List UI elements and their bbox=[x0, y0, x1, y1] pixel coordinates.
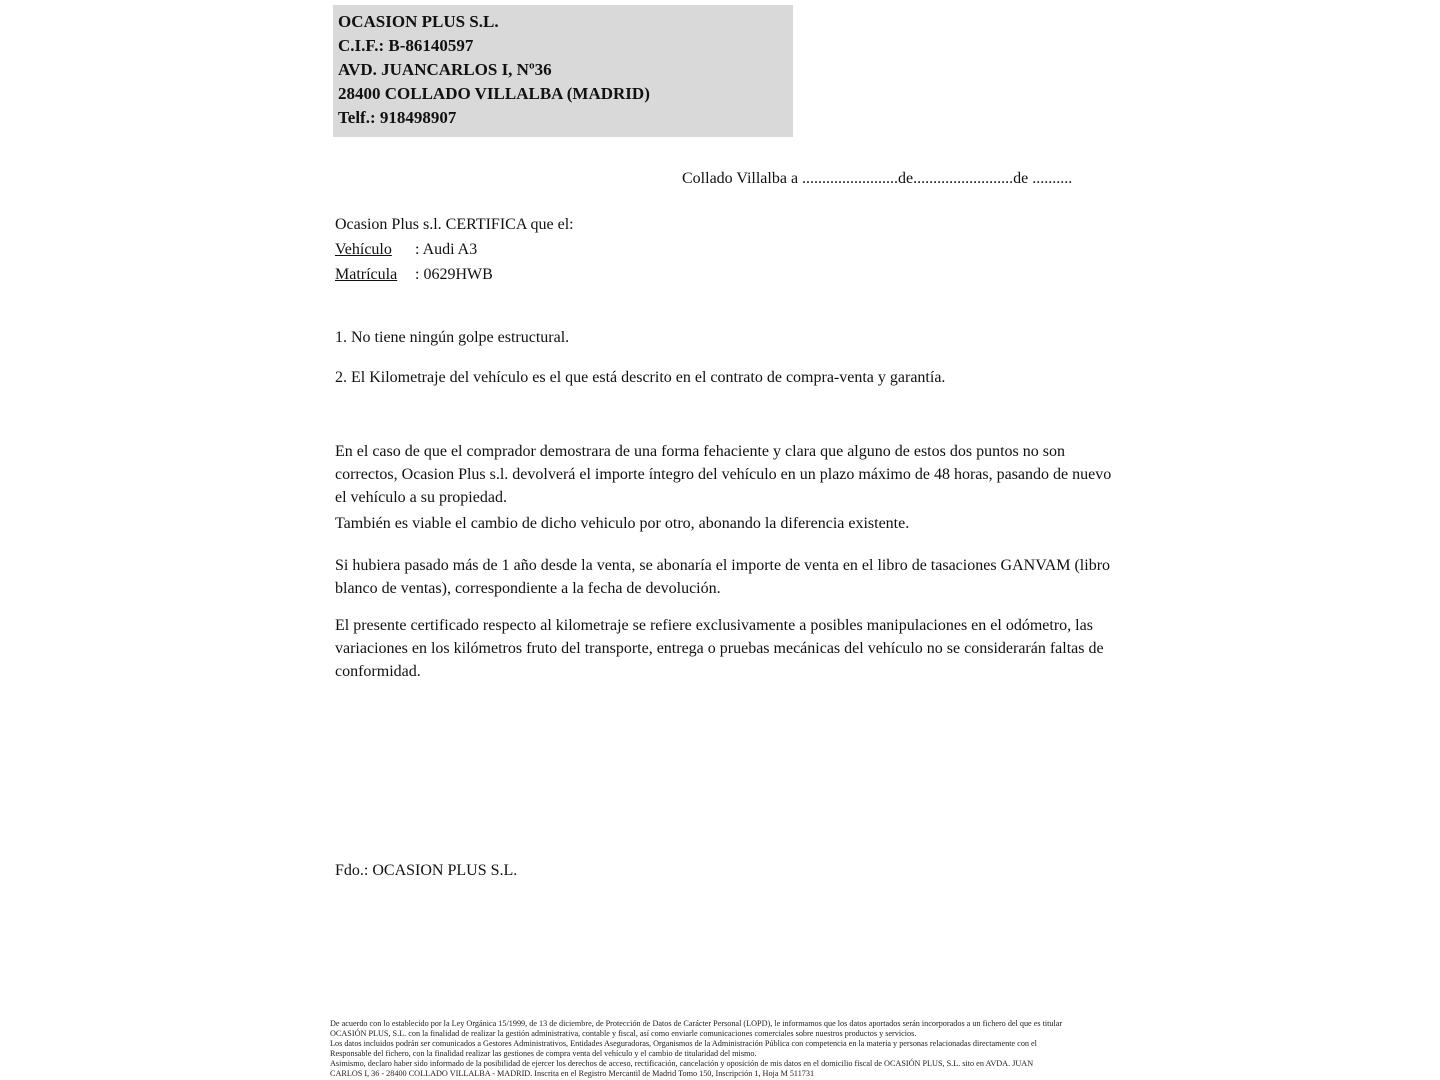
legal-line: OCASIÓN PLUS, S.L. con la finalidad de realizar la gestión administrativa, contable y fiscal, así como enviarle comunicaciones comerciales sobre nuestros productos y servicios. bbox=[330, 1029, 917, 1038]
certification-intro: Ocasion Plus s.l. CERTIFICA que el: bbox=[335, 216, 574, 233]
company-city: 28400 COLLADO VILLALBA (MADRID) bbox=[338, 84, 650, 103]
plate-value: : 0629HWB bbox=[415, 266, 493, 283]
vehicle-row bbox=[335, 241, 574, 259]
legal-notice bbox=[330, 1019, 1120, 1079]
company-name: OCASION PLUS S.L. bbox=[338, 12, 499, 31]
legal-line: CARLOS I, 36 - 28400 COLLADO VILLALBA - MADRID. Inscrita en el Registro Mercantil de Madrid Tomo 150, Inscripción 1, Hoja M 511731 bbox=[330, 1069, 815, 1078]
legal-line: Los datos incluidos podrán ser comunicados a Gestores Administrativos, Entidades Aseguradoras, Organismos de la Administración Pública con competencia en la materia y personas relacionadas directamente con el bbox=[330, 1039, 1037, 1048]
vehicle-label: Vehículo bbox=[335, 241, 392, 258]
body-paragraph-2: También es viable el cambio de dicho vehiculo por otro, abonando la diferencia existente. bbox=[335, 515, 910, 532]
certification-section bbox=[335, 216, 574, 284]
date-line: Collado Villalba a ........................de.........................de .......... bbox=[682, 170, 1073, 187]
plate-label: Matrícula bbox=[335, 266, 398, 283]
company-address: AVD. JUANCARLOS I, Nº36 bbox=[338, 60, 552, 79]
body-paragraph-4: El presente certificado respecto al kilometraje se refiere exclusivamente a posibles manipulaciones en el odómetro, las variaciones en los kilómetros fruto del transporte, entrega o pruebas mecánicas del vehículo no se considerarán faltas de conformidad. bbox=[335, 617, 1104, 680]
company-cif: C.I.F.: B-86140597 bbox=[338, 36, 474, 55]
body-paragraph-3: Si hubiera pasado más de 1 año desde la venta, se abonaría el importe de venta en el libro de tasaciones GANVAM (libro blanco de ventas), correspondiente a la fecha de devolución. bbox=[335, 557, 1111, 597]
point-item-2: 2. El Kilometraje del vehículo es el que está descrito en el contrato de compra-venta y garantía. bbox=[335, 369, 946, 386]
legal-line: Responsable del fichero, con la finalidad realizar las gestiones de compra venta del vehículo y el cambio de titularidad del mismo. bbox=[330, 1049, 757, 1058]
vehicle-value: : Audi A3 bbox=[415, 241, 478, 258]
plate-row bbox=[335, 266, 574, 284]
company-header-block bbox=[333, 5, 793, 137]
signature-line: Fdo.: OCASION PLUS S.L. bbox=[335, 862, 518, 879]
legal-line: Asimismo, declaro haber sido informado de la posibilidad de ejercer los derechos de acceso, rectificación, cancelación y oposición de mis datos en el domicilio fiscal de OCASIÓN PLUS, S.L. sito en AVDA. JUAN bbox=[330, 1059, 1034, 1068]
body-paragraph-1: En el caso de que el comprador demostrara de una forma fehaciente y clara que alguno de estos dos puntos no son correctos, Ocasion Plus s.l. devolverá el importe íntegro del vehículo en un plazo máximo de 48 horas, pasando de nuevo el vehículo a su propiedad. bbox=[335, 443, 1112, 506]
point-item-1: 1. No tiene ningún golpe estructural. bbox=[335, 329, 570, 346]
legal-line: De acuerdo con lo establecido por la Ley Orgánica 15/1999, de 13 de diciembre, de Protección de Datos de Carácter Personal (LOPD), le informamos que los datos aportados serán incorporados a un fichero del que es titular bbox=[330, 1019, 1063, 1028]
company-phone: Telf.: 918498907 bbox=[338, 108, 457, 127]
